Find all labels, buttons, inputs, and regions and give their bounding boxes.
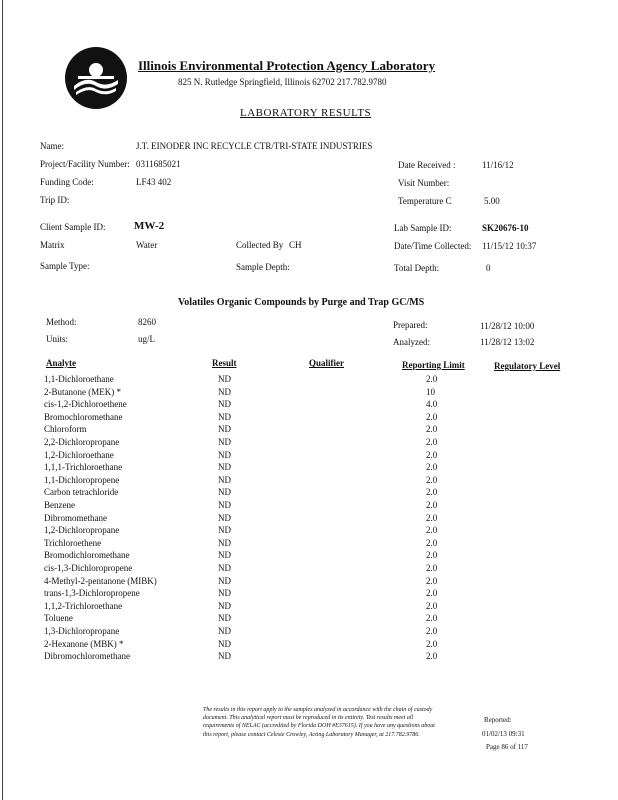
reporting-limit-cell: 2.0 xyxy=(426,638,438,649)
table-row xyxy=(0,462,618,475)
table-row xyxy=(0,588,618,601)
table-row xyxy=(0,576,618,589)
reporting-limit-cell: 2.0 xyxy=(426,600,438,611)
table-row xyxy=(0,563,618,576)
result-cell: ND xyxy=(218,474,231,485)
table-row xyxy=(0,387,618,400)
page-number: Page 86 of 117 xyxy=(486,743,528,751)
result-cell: ND xyxy=(218,487,231,498)
analyte-cell: Bromochloromethane xyxy=(44,411,123,422)
report-title: LABORATORY RESULTS xyxy=(240,107,372,119)
reporting-limit-cell: 2.0 xyxy=(426,588,438,599)
analyte-cell: cis-1,3-Dichloropropene xyxy=(44,563,133,573)
table-row xyxy=(0,424,618,437)
matrix-label: Matrix xyxy=(40,240,65,250)
result-cell: ND xyxy=(218,563,231,573)
analyte-cell: 1,1-Dichloropropene xyxy=(44,474,120,485)
reporting-limit-cell: 2.0 xyxy=(426,474,438,485)
result-cell: ND xyxy=(218,588,231,599)
reporting-limit-cell: 2.0 xyxy=(426,525,438,536)
table-row xyxy=(0,500,618,513)
table-row xyxy=(0,513,618,526)
result-cell: ND xyxy=(218,626,231,636)
client-sample-value: MW-2 xyxy=(134,220,165,232)
reported-label: Reported: xyxy=(484,716,512,724)
date-received-value: 11/16/12 xyxy=(482,160,514,170)
analyte-cell: Carbon tetrachloride xyxy=(44,487,119,498)
trip-label: Trip ID: xyxy=(40,195,70,205)
analyte-cell: 1,2-Dichloropropane xyxy=(44,525,120,536)
col-result: Result xyxy=(212,358,237,368)
project-value: 0311685021 xyxy=(136,159,181,169)
result-cell: ND xyxy=(218,525,231,536)
agency-address: 825 N. Rutledge Springfield, Illinois 62702 217.782.9780 xyxy=(178,77,387,87)
name-value: J.T. EINODER INC RECYCLE CTR/TRI-STATE INDUSTRIES xyxy=(136,141,373,151)
date-received-label: Date Received : xyxy=(398,160,456,170)
total-depth-label: Total Depth: xyxy=(394,263,440,273)
funding-label: Funding Code: xyxy=(40,177,94,187)
reporting-limit-cell: 2.0 xyxy=(426,537,438,548)
analyte-cell: 2-Butanone (MEK) * xyxy=(44,386,121,397)
analyte-cell: 1,1,1-Trichloroethane xyxy=(44,462,123,473)
reporting-limit-cell: 2.0 xyxy=(426,424,438,435)
result-cell: ND xyxy=(218,437,231,447)
table-row xyxy=(0,487,618,500)
analyte-cell: trans-1,3-Dichloropropene xyxy=(44,588,140,599)
total-depth-value: 0 xyxy=(486,263,491,273)
table-row xyxy=(0,538,618,551)
reporting-limit-cell: 2.0 xyxy=(426,449,438,460)
units-label: Units: xyxy=(46,334,69,344)
lab-sample-label: Lab Sample ID: xyxy=(394,223,452,233)
collected-by-value: CH xyxy=(289,240,302,250)
client-sample-label: Client Sample ID: xyxy=(40,222,106,232)
result-cell: ND xyxy=(218,638,231,649)
matrix-value: Water xyxy=(136,240,158,250)
table-row xyxy=(0,550,618,563)
agency-name: Illinois Environmental Protection Agency Laboratory xyxy=(138,58,436,73)
reporting-limit-cell: 2.0 xyxy=(426,550,438,561)
prepared-value: 11/28/12 10:00 xyxy=(480,321,535,331)
analyte-cell: Benzene xyxy=(44,500,75,510)
analyte-cell: Trichloroethene xyxy=(44,537,102,548)
section-title: Volatiles Organic Compounds by Purge and Trap GC/MS xyxy=(178,297,425,308)
table-row xyxy=(0,651,618,664)
collected-by-label: Collected By xyxy=(236,240,284,250)
table-row xyxy=(0,626,618,639)
result-cell: ND xyxy=(218,424,231,435)
col-regulatory-level: Regulatory Level xyxy=(494,361,561,371)
reporting-limit-cell: 2.0 xyxy=(426,563,438,573)
analyte-cell: Dibromochloromethane xyxy=(44,651,130,662)
analyzed-label: Analyzed: xyxy=(393,337,430,347)
visit-label: Visit Number: xyxy=(398,178,450,188)
table-row xyxy=(0,399,618,412)
table-row xyxy=(0,374,618,387)
table-row xyxy=(0,613,618,626)
analyte-cell: 4-Methyl-2-pentanone (MIBK) xyxy=(44,575,157,586)
funding-value: LF43 402 xyxy=(136,177,172,187)
temperature-value: 5.00 xyxy=(484,196,500,206)
result-cell: ND xyxy=(218,537,231,548)
result-cell: ND xyxy=(218,600,231,611)
reported-value: 01/02/13 09:31 xyxy=(482,730,525,738)
sample-depth-label: Sample Depth: xyxy=(236,262,290,272)
analyte-cell: 1,2-Dichloroethane xyxy=(44,449,114,460)
col-reporting-limit: Reporting Limit xyxy=(402,360,465,370)
project-label: Project/Facility Number: xyxy=(40,159,130,169)
result-cell: ND xyxy=(218,374,231,384)
result-cell: ND xyxy=(218,550,231,561)
date-collected-value: 11/15/12 10:37 xyxy=(482,241,537,251)
reporting-limit-cell: 2.0 xyxy=(426,651,438,662)
result-cell: ND xyxy=(218,500,231,510)
reporting-limit-cell: 10 xyxy=(426,386,435,397)
result-cell: ND xyxy=(218,462,231,473)
date-collected-label: Date/Time Collected: xyxy=(394,241,472,251)
analyte-cell: cis-1,2-Dichloroethene xyxy=(44,399,127,410)
table-row xyxy=(0,412,618,425)
iepa-logo xyxy=(64,46,128,110)
reporting-limit-cell: 2.0 xyxy=(426,512,438,523)
units-value: ug/L xyxy=(138,334,155,344)
footnote: The results in this report apply to the samples analyzed in accordance with the chain of custody document. This analytical report must be reproduced in its entirety. Test results meet all requirements of NELAC (accredited by Florida DOH #E37615). If you have any questions about this report, please contact Celeste Crowley, Acting Laboratory Manager, at 217.782.9786. xyxy=(203,707,435,738)
analyte-cell: Bromodichloromethane xyxy=(44,550,130,561)
result-cell: ND xyxy=(218,411,231,422)
result-cell: ND xyxy=(218,399,231,410)
analyte-cell: Dibromomethane xyxy=(44,512,107,523)
analyte-cell: 1,1,2-Trichloroethane xyxy=(44,600,123,611)
col-analyte: Analyte xyxy=(46,358,76,368)
result-cell: ND xyxy=(218,613,231,624)
table-row xyxy=(0,437,618,450)
reporting-limit-cell: 2.0 xyxy=(426,575,438,586)
reporting-limit-cell: 2.0 xyxy=(426,626,438,636)
prepared-label: Prepared: xyxy=(393,320,428,330)
analyte-cell: 1,1-Dichloroethane xyxy=(44,374,114,384)
result-cell: ND xyxy=(218,575,231,586)
method-value: 8260 xyxy=(138,317,156,327)
table-row xyxy=(0,525,618,538)
result-cell: ND xyxy=(218,449,231,460)
table-row xyxy=(0,450,618,463)
reporting-limit-cell: 2.0 xyxy=(426,500,438,510)
reporting-limit-cell: 2.0 xyxy=(426,462,438,473)
analyte-cell: 1,3-Dichloropropane xyxy=(44,626,120,636)
reporting-limit-cell: 2.0 xyxy=(426,437,438,447)
sample-type-label: Sample Type: xyxy=(40,261,90,271)
analyte-cell: Toluene xyxy=(44,613,73,624)
result-cell: ND xyxy=(218,386,231,397)
analyte-cell: 2-Hexanone (MBK) * xyxy=(44,638,124,649)
reporting-limit-cell: 2.0 xyxy=(426,487,438,498)
reporting-limit-cell: 2.0 xyxy=(426,374,438,384)
method-label: Method: xyxy=(46,317,77,327)
table-row xyxy=(0,639,618,652)
reporting-limit-cell: 2.0 xyxy=(426,613,438,624)
result-cell: ND xyxy=(218,512,231,523)
name-label: Name: xyxy=(40,141,64,151)
reporting-limit-cell: 4.0 xyxy=(426,399,438,410)
temperature-label: Temperature C xyxy=(398,196,452,206)
analyte-cell: Chloroform xyxy=(44,424,87,435)
lab-sample-value: SK20676-10 xyxy=(482,223,529,233)
analyte-cell: 2,2-Dichloropropane xyxy=(44,437,120,447)
reporting-limit-cell: 2.0 xyxy=(426,411,438,422)
col-qualifier: Qualifier xyxy=(309,358,344,368)
analyzed-value: 11/28/12 13:02 xyxy=(480,337,535,347)
table-row xyxy=(0,475,618,488)
table-row xyxy=(0,601,618,614)
result-cell: ND xyxy=(218,651,231,662)
